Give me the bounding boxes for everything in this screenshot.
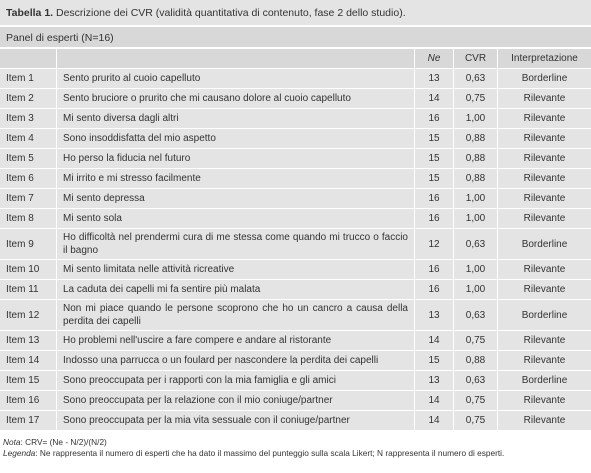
table-row [0,169,591,189]
interpretation-cell: Rilevante [498,280,591,300]
item-cell: Item 14 [0,351,57,371]
description-cell: Sento prurito al cuoio capelluto [57,69,415,89]
cvr-cell: 0,75 [454,331,498,351]
interpretation-cell: Rilevante [498,149,591,169]
interpretation-cell: Borderline [498,229,591,260]
cvr-cell: 1,00 [454,280,498,300]
ne-cell: 15 [415,169,454,189]
header-description [57,49,415,69]
cvr-cell: 1,00 [454,189,498,209]
cvr-cell: 0,63 [454,229,498,260]
interpretation-cell: Rilevante [498,89,591,109]
table-row [0,69,591,89]
panel-heading: Panel di esperti (N=16) [0,27,591,49]
nota-label: Nota [3,437,21,447]
interpretation-cell: Rilevante [498,169,591,189]
cvr-cell: 0,75 [454,89,498,109]
nota-text: : CRV= (Ne - N/2)/(N/2) [20,437,107,447]
cvr-cell: 1,00 [454,209,498,229]
ne-cell: 13 [415,371,454,391]
ne-cell: 14 [415,411,454,431]
interpretation-cell: Rilevante [498,411,591,431]
ne-cell: 14 [415,89,454,109]
table-row [0,411,591,431]
table-row [0,109,591,129]
cvr-cell: 0,63 [454,371,498,391]
nota-line [3,437,591,448]
item-cell: Item 11 [0,280,57,300]
ne-cell: 15 [415,149,454,169]
interpretation-cell: Rilevante [498,209,591,229]
cvr-cell: 0,63 [454,300,498,331]
header-interpretation: Interpretazione [498,49,591,69]
item-cell: Item 3 [0,109,57,129]
description-cell: Sono preoccupata per la relazione con il mio coniuge/partner [57,391,415,411]
description-cell: Mi irrito e mi stresso facilmente [57,169,415,189]
description-cell: Mi sento depressa [57,189,415,209]
item-cell: Item 12 [0,300,57,331]
interpretation-cell: Rilevante [498,109,591,129]
interpretation-cell: Rilevante [498,351,591,371]
table-row [0,300,591,331]
table-row [0,149,591,169]
table-row [0,229,591,260]
description-cell: Ho difficoltà nel prendermi cura di me stessa come quando mi trucco o faccio il bagno [57,229,415,260]
cvr-cell: 0,63 [454,69,498,89]
legenda-text: : Ne rappresenta il numero di esperti che ha dato il massimo del punteggio sulla scala Likert; N rappresenta il numero di esperti. [35,447,505,458]
item-cell: Item 9 [0,229,57,260]
description-cell: Indosso una parrucca o un foulard per nascondere la perdita dei capelli [57,351,415,371]
interpretation-cell: Rilevante [498,189,591,209]
cvr-cell: 0,75 [454,391,498,411]
ne-cell: 16 [415,109,454,129]
ne-cell: 15 [415,351,454,371]
ne-cell: 16 [415,209,454,229]
table-row [0,209,591,229]
item-cell: Item 7 [0,189,57,209]
cvr-cell: 0,88 [454,351,498,371]
table-row [0,260,591,280]
item-cell: Item 16 [0,391,57,411]
item-cell: Item 4 [0,129,57,149]
description-cell: Non mi piace quando le persone scoprono che ho un cancro a causa della perdita dei capelli [57,300,415,331]
header-row [0,49,591,69]
table-caption [0,0,591,27]
caption-label: Tabella 1. [6,7,54,19]
description-cell: Sono preoccupata per i rapporti con la mia famiglia e gli amici [57,371,415,391]
ne-cell: 14 [415,391,454,411]
legenda-label: Legenda [3,447,36,458]
cvr-cell: 0,88 [454,149,498,169]
ne-cell: 13 [415,69,454,89]
description-cell: Sono preoccupata per la mia vita sessuale con il coniuge/partner [57,411,415,431]
item-cell: Item 1 [0,69,57,89]
interpretation-cell: Rilevante [498,391,591,411]
description-cell: Sono insoddisfatta del mio aspetto [57,129,415,149]
cvr-cell: 0,88 [454,129,498,149]
item-cell: Item 5 [0,149,57,169]
description-cell: Ho problemi nell'uscire a fare compere e andare al ristorante [57,331,415,351]
ne-cell: 15 [415,129,454,149]
ne-cell: 13 [415,300,454,331]
cvr-table [0,49,591,431]
table-row [0,189,591,209]
interpretation-cell: Borderline [498,371,591,391]
table-row [0,129,591,149]
item-cell: Item 6 [0,169,57,189]
cvr-cell: 1,00 [454,260,498,280]
header-item [0,49,57,69]
description-cell: Ho perso la fiducia nel futuro [57,149,415,169]
legenda-line [3,448,591,459]
table-notes [0,437,591,458]
table-row [0,89,591,109]
header-ne: Ne [415,49,454,69]
description-cell: Mi sento limitata nelle attività ricreative [57,260,415,280]
table-row [0,280,591,300]
table-row [0,351,591,371]
ne-cell: 14 [415,331,454,351]
description-cell: Mi sento sola [57,209,415,229]
item-cell: Item 17 [0,411,57,431]
interpretation-cell: Borderline [498,300,591,331]
item-cell: Item 2 [0,89,57,109]
table-row [0,331,591,351]
item-cell: Item 13 [0,331,57,351]
item-cell: Item 15 [0,371,57,391]
interpretation-cell: Borderline [498,69,591,89]
ne-cell: 16 [415,260,454,280]
table-row [0,371,591,391]
cvr-cell: 1,00 [454,109,498,129]
table-body [0,69,591,431]
caption-text: Descrizione dei CVR (validità quantitativa di contenuto, fase 2 dello studio). [56,7,406,19]
ne-cell: 12 [415,229,454,260]
description-cell: Sento bruciore o prurito che mi causano dolore al cuoio capelluto [57,89,415,109]
interpretation-cell: Rilevante [498,260,591,280]
description-cell: La caduta dei capelli mi fa sentire più malata [57,280,415,300]
interpretation-cell: Rilevante [498,331,591,351]
item-cell: Item 8 [0,209,57,229]
table-row [0,391,591,411]
interpretation-cell: Rilevante [498,129,591,149]
header-cvr: CVR [454,49,498,69]
cvr-cell: 0,88 [454,169,498,189]
item-cell: Item 10 [0,260,57,280]
cvr-cell: 0,75 [454,411,498,431]
ne-cell: 16 [415,189,454,209]
description-cell: Mi sento diversa dagli altri [57,109,415,129]
ne-cell: 16 [415,280,454,300]
